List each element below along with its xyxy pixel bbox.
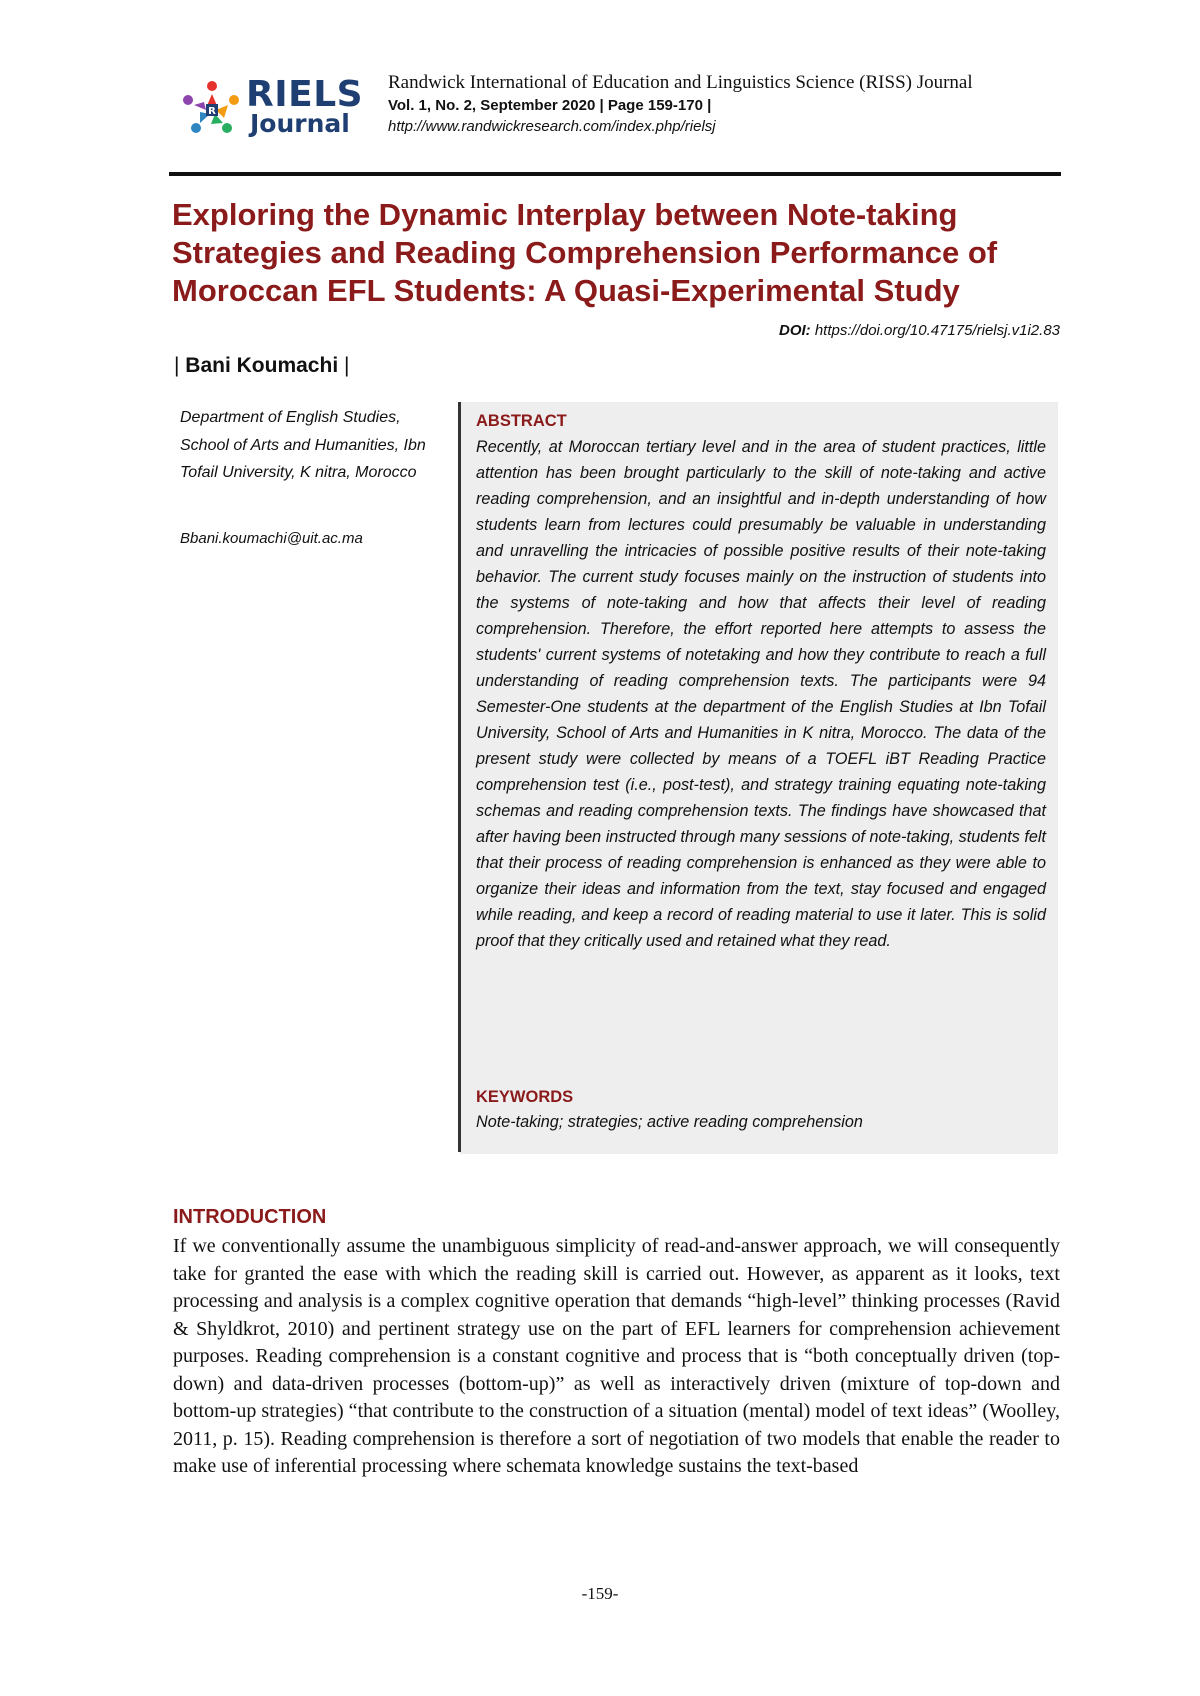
author-affiliation: Department of English Studies, School of Arts and Humanities, Ibn Tofail University, K nitra, Morocco: [180, 409, 426, 481]
article-title: Exploring the Dynamic Interplay between Note-taking Strategies and Reading Comprehension Performance of Moroccan EFL Students: A Quasi-Experimental Study: [172, 197, 998, 308]
star-people-icon: [178, 74, 248, 144]
riels-logo: [178, 74, 368, 144]
author-name: Bani Koumachi: [185, 354, 339, 377]
doi-line: [560, 322, 1060, 339]
abstract-left-rule: [458, 402, 461, 1152]
page-number: -159-: [581, 1584, 619, 1603]
doi-label: DOI:: [779, 322, 811, 339]
logo-wordmark: RIELS: [246, 74, 364, 115]
header-divider: [169, 172, 1061, 176]
keywords-text: Note-taking; strategies; active reading comprehension: [476, 1113, 863, 1131]
journal-name: Randwick International of Education and Linguistics Science (RISS) Journal: [388, 72, 973, 93]
author-bar-right: |: [338, 354, 350, 377]
svg-text:R: R: [208, 106, 216, 117]
doi-link[interactable]: https://doi.org/10.47175/rielsj.v1i2.83: [814, 322, 1060, 339]
author-bar-left: |: [174, 354, 186, 377]
abstract-heading: ABSTRACT: [476, 412, 567, 430]
journal-volume: Vol. 1, No. 2, September 2020 | Page 159-170 |: [388, 97, 712, 114]
journal-url[interactable]: http://www.randwickresearch.com/index.php/rielsj: [388, 118, 716, 135]
author-email[interactable]: Bbani.koumachi@uit.ac.ma: [180, 530, 363, 547]
keywords-heading: KEYWORDS: [476, 1088, 574, 1106]
introduction-text: If we conventionally assume the unambiguous simplicity of read-and-answer approach, we will consequently take for granted the ease with which the reading skill is carried out. However, as apparent as it looks, text processing and analysis is a complex cognitive operation that demands “high-level” thinking processes (Ravid & Shyldkrot, 2010) and pertinent strategy use on the part of EFL learners for comprehension achievement purposes. Reading comprehension is a constant cognitive and process that is “both conceptually driven (top-down) and data-driven processes (bottom-up)” as well as interactively driven (mixture of top-down and bottom-up strategies) “that contribute to the construction of a situation (mental) model of text ideas” (Woolley, 2011, p. 15). Reading comprehension is therefore a sort of negotiation of two models that enable the reader to make use of inferential processing where schemata knowledge sustains the text-based: [173, 1235, 1060, 1477]
abstract-text: Recently, at Moroccan tertiary level and in the area of student practices, little attention has been brought particularly to the skill of note-taking and active reading comprehension, and an insightful and in-depth understanding of how students learn from lectures could presumably be valuable in understanding and unravelling the intricacies of possible positive results of their note-taking behavior. The current study focuses mainly on the instruction of students into the systems of note-taking and how that affects their level of reading comprehension. Therefore, the effort reported here attempts to assess the students' current systems of notetaking and how they contribute to reach a full understanding of reading comprehension texts. The participants were 94 Semester-One students at the department of the English Studies at Ibn Tofail University, School of Arts and Humanities in K nitra, Morocco. The data of the present study were collected by means of a TOEFL iBT Reading Practice comprehension test (i.e., post-test), and strategy training equating note-taking schemas and reading comprehension texts. The findings have showcased that after having been instructed through many sessions of note-taking, students felt that their process of reading comprehension is enhanced as they were able to organize their ideas and information from the text, stay focused and engaged while reading, and keep a record of reading material to use it later. This is solid proof that they critically used and retained what they read.: [476, 438, 1046, 950]
journal-info: [388, 72, 1068, 137]
author-line: [174, 354, 349, 378]
logo-subtitle: Journal: [250, 109, 350, 138]
introduction-heading: INTRODUCTION: [173, 1206, 327, 1228]
